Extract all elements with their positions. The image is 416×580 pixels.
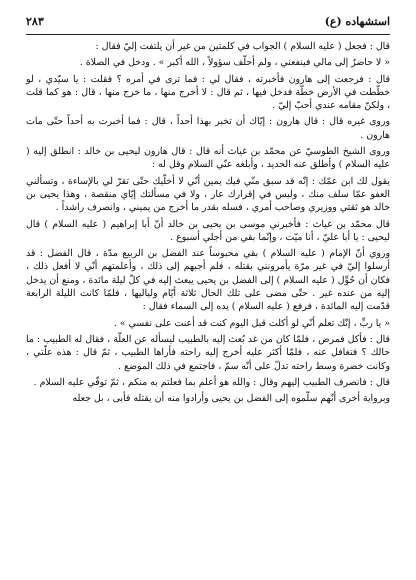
paragraph: قال : فأكل فمرض ، فلمّا كان من غد بُعث إليه بالطبيب ليسأله عن العلّة ، فقال له الطبيب : ما حالك ؟ فتغافل عنه ، فلمّا أكثر عليه أخرج إليه راحته فأراها الطبيب ، ثمّ قال : هذه علّتي ، وكانت خضرة وسط راحته تدلّ على أنّه سمّ ، فاجتمع في ذلك الموضع . [26,333,390,372]
header-rule [26,34,390,35]
page-header [26,12,390,30]
paragraph: وبرواية أخرى أنّهم سلّموه إلى الفضل بن يحيى وأرادوا منه أن يقتله فأبى ، بل جعله [72,393,390,405]
page-number: ٢٨٣ [26,14,44,28]
paragraph: وروى غيره قال : قال هارون : إيّاك أن تخبر بهذا أحداً ، قال : فما أخبرت به أحداً حتّى مات هارون . [26,116,390,141]
paragraph: يقول لك ابن عمّك : إنّه قد سبق منّي فيك يمين أنّي لا أخلّيك حتّى تقرّ لي بالإساءة ، وتسألني العفو عمّا سلف منك ، وليس في إقرارك عار ، ولا في مسألتك إيّاي منقصة ، وهذا يحيى بن خالد هو ثقتي ووزيري وصاحب أمري ، فسله بقدر ما أخرج من يميني ، وانصرف راشداً . [26,175,390,214]
paragraph: قال : فجعل ( عليه السلام ) الجواب في كلمتين من غير أن يلتفت إليّ فقال : [95,41,390,52]
running-title: استشهاده (ع) [324,14,390,28]
paragraph: وروى الشيخ الطوسيّ عن محمّد بن غياث أنه قال : قال هارون ليحيى بن خالد : انطلق إليه ( عليه السلام ) وأطلق عنه الحديد ، وأبلغه عنّي السلام وقل له : [26,146,390,171]
paragraph: قال محمّد بن غياث : فأخبرني موسى بن يحيى بن خالد أنّ أبا إبراهيم ( عليه السلام ) قال ليحيى : يا أبا عليّ ، أنا ميّت ، وإنّما بقي من أجلي أسبوع . [26,218,390,243]
paragraph: وروي أنّ الإمام ( عليه السلام ) بقي محبوساً عند الفضل بن الربيع مدّة ، قال الفضل : قد أرسلوا إليّ في غير مرّة يأمرونني بقتله ، فلم أجبهم إلى ذلك ، وأعلمتهم أنّي لا أفعل ذلك ، فكان أن حُوِّل ( عليه السلام ) إلى الفضل بن يحيى يبعث إليه في كلّ ليلة مائدة ، ومنع أن يدخل إليه من عنده غير . حتّى مضى على تلك الحال ثلاثة أيّام ولياليها ، فلمّا كانت الليلة الرابعة قدّمت إليه المائدة ، فرفع ( عليه السلام ) يده إلى السماء فقال : [26,248,390,313]
paragraph: قال : فانصرف الطبيب إليهم وقال : والله هو أعلم بما فعلتم به منكم ، ثمّ توفّي عليه السلام . [33,376,390,388]
paragraph: قال : فرجعت إلى هارون فأخبرته ، فقال لي : فما ترى في أمره ؟ فقلت : يا سيّدي ، لو خطّطت في الأرض خطّة فدخل فيها ، ثم قال : لا أخرج منها ، ما خرج منها ، قال : هو كما قلت ، ولكنّ مقامه عندي أحبّ إليّ . [26,73,390,112]
quoted-paragraph: « لا حاضرٌ إلى مالي فينفعني ، ولم أحلّف سؤولاً ، الله أكبر » . ودخل في الصلاة . [79,57,390,69]
quoted-paragraph: « يا ربِّ ، إنّك تعلم أنّي لو أكلت قبل اليوم كنت قد أعنت على نفسي » . [113,317,390,329]
page-body [26,40,390,408]
